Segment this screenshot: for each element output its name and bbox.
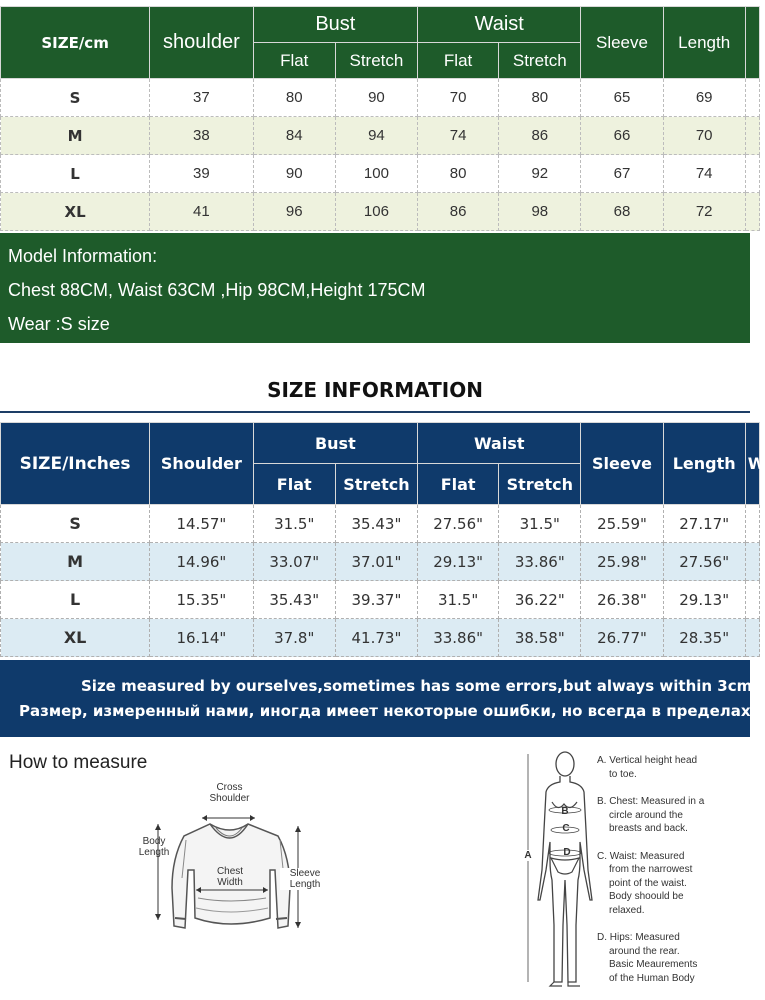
legend-line: from the narrowest bbox=[609, 864, 693, 875]
cell-waist-flat: 33.86" bbox=[418, 619, 499, 657]
cell-sleeve: 26.38" bbox=[581, 581, 663, 619]
cell-sleeve: 68 bbox=[581, 193, 663, 231]
body-length-label: Body Length bbox=[138, 836, 170, 858]
cell-extra bbox=[745, 155, 759, 193]
cell-sleeve: 26.77" bbox=[581, 619, 663, 657]
body-letter-a: A bbox=[520, 850, 536, 861]
cell-sleeve: 66 bbox=[581, 117, 663, 155]
cell-extra bbox=[745, 619, 759, 657]
header-waist: Waist bbox=[418, 7, 581, 43]
cell-bust-stretch: 106 bbox=[335, 193, 417, 231]
cell-extra bbox=[745, 193, 759, 231]
note-russian: Размер, измеренный нами, иногда имеет некоторые ошибки, но всегда в пределах bbox=[19, 702, 751, 720]
cell-bust-flat: 80 bbox=[253, 79, 335, 117]
cell-bust-stretch: 41.73" bbox=[335, 619, 417, 657]
cell-size: XL bbox=[1, 619, 150, 657]
table-row bbox=[1, 155, 760, 193]
cell-length: 70 bbox=[663, 117, 745, 155]
cell-extra bbox=[745, 117, 759, 155]
cell-sleeve: 67 bbox=[581, 155, 663, 193]
legend-line: D. Hips: Measured bbox=[597, 932, 680, 943]
cell-length: 27.56" bbox=[663, 543, 745, 581]
header-bust: Bust bbox=[253, 423, 417, 464]
cell-length: 29.13" bbox=[663, 581, 745, 619]
cell-size: S bbox=[1, 505, 150, 543]
legend-line: A. Vertical height head bbox=[597, 755, 698, 766]
cell-waist-flat: 29.13" bbox=[418, 543, 499, 581]
table-row bbox=[1, 193, 760, 231]
legend-line: Basic Meaurements bbox=[609, 959, 698, 970]
table-row bbox=[1, 79, 760, 117]
cell-sleeve: 25.59" bbox=[581, 505, 663, 543]
body-letter-b: B bbox=[561, 806, 569, 817]
cm-size-table bbox=[0, 6, 760, 231]
measurement-legend bbox=[597, 754, 747, 999]
cell-waist-stretch: 33.86" bbox=[499, 543, 581, 581]
cell-size: M bbox=[1, 543, 150, 581]
header-bust-stretch: Stretch bbox=[335, 464, 417, 505]
cell-bust-flat: 37.8" bbox=[253, 619, 335, 657]
cell-length: 72 bbox=[663, 193, 745, 231]
header-size-cm: SIZE/cm bbox=[1, 7, 150, 79]
inch-size-table bbox=[0, 422, 765, 657]
legend-line: point of the waist. bbox=[609, 877, 687, 889]
legend-line: breasts and back. bbox=[609, 823, 688, 834]
legend-item bbox=[597, 931, 747, 985]
cell-length: 28.35" bbox=[663, 619, 745, 657]
cell-waist-stretch: 31.5" bbox=[499, 505, 581, 543]
model-information-box bbox=[0, 233, 750, 343]
cell-shoulder: 41 bbox=[150, 193, 253, 231]
header-length: Length bbox=[663, 7, 745, 79]
note-english: Size measured by ourselves,sometimes has some errors,but always within 3cm. bbox=[81, 677, 758, 695]
header-waist-stretch: Stretch bbox=[499, 464, 581, 505]
cell-shoulder: 16.14" bbox=[150, 619, 253, 657]
table-row bbox=[1, 543, 760, 581]
header-waist: Waist bbox=[418, 423, 581, 464]
body-measurement-diagram bbox=[520, 750, 600, 995]
cell-length: 69 bbox=[663, 79, 745, 117]
cell-size: XL bbox=[1, 193, 150, 231]
cell-shoulder: 38 bbox=[150, 117, 253, 155]
cell-extra bbox=[745, 505, 759, 543]
size-information-title: SIZE INFORMATION bbox=[267, 378, 483, 402]
cell-waist-flat: 80 bbox=[418, 155, 499, 193]
table-row bbox=[1, 619, 760, 657]
cell-waist-flat: 27.56" bbox=[418, 505, 499, 543]
table-row bbox=[1, 117, 760, 155]
header-waist-flat: Flat bbox=[418, 43, 499, 79]
header-waist-stretch: Stretch bbox=[499, 43, 581, 79]
header-extra-column: W bbox=[745, 423, 759, 505]
cell-bust-flat: 96 bbox=[253, 193, 335, 231]
legend-line: B. Chest: Measured in a bbox=[597, 796, 705, 807]
legend-line: C. Waist: Measured bbox=[597, 850, 685, 862]
header-extra-column bbox=[745, 7, 759, 79]
cell-extra bbox=[745, 79, 759, 117]
sleeve-length-label: Sleeve Length bbox=[280, 868, 330, 890]
cell-shoulder: 14.57" bbox=[150, 505, 253, 543]
header-shoulder: shoulder bbox=[150, 7, 253, 79]
cell-extra bbox=[745, 543, 759, 581]
legend-line: relaxed. bbox=[609, 904, 645, 916]
cell-shoulder: 39 bbox=[150, 155, 253, 193]
chest-width-label: Chest Width bbox=[216, 866, 244, 888]
cell-bust-stretch: 100 bbox=[335, 155, 417, 193]
cell-length: 27.17" bbox=[663, 505, 745, 543]
cell-bust-stretch: 94 bbox=[335, 117, 417, 155]
cell-bust-stretch: 37.01" bbox=[335, 543, 417, 581]
cell-shoulder: 15.35" bbox=[150, 581, 253, 619]
table-row bbox=[1, 581, 760, 619]
model-info-wear: Wear :S size bbox=[8, 314, 110, 334]
body-letter-d: D bbox=[563, 847, 571, 858]
header-bust-stretch: Stretch bbox=[335, 43, 417, 79]
model-info-measurements: Chest 88CM, Waist 63CM ,Hip 98CM,Height 175CM bbox=[8, 280, 426, 300]
cell-waist-flat: 70 bbox=[418, 79, 499, 117]
cell-size: L bbox=[1, 155, 150, 193]
header-length: Length bbox=[663, 423, 745, 505]
legend-line: Body shoould be bbox=[609, 891, 684, 902]
cell-bust-stretch: 90 bbox=[335, 79, 417, 117]
cell-waist-stretch: 92 bbox=[499, 155, 581, 193]
cell-waist-flat: 74 bbox=[418, 117, 499, 155]
cm-size-section bbox=[0, 0, 750, 345]
cell-sleeve: 65 bbox=[581, 79, 663, 117]
cell-shoulder: 14.96" bbox=[150, 543, 253, 581]
cell-sleeve: 25.98" bbox=[581, 543, 663, 581]
how-to-measure-title: How to measure bbox=[9, 752, 148, 773]
legend-item bbox=[597, 795, 747, 836]
cell-bust-flat: 33.07" bbox=[253, 543, 335, 581]
shirt-measurement-diagram bbox=[130, 778, 330, 943]
cell-bust-stretch: 35.43" bbox=[335, 505, 417, 543]
cell-bust-flat: 35.43" bbox=[253, 581, 335, 619]
header-waist-flat: Flat bbox=[418, 464, 499, 505]
legend-item bbox=[597, 754, 747, 781]
cell-waist-flat: 86 bbox=[418, 193, 499, 231]
legend-line: to toe. bbox=[609, 768, 637, 780]
header-bust-flat: Flat bbox=[253, 43, 335, 79]
cell-size: M bbox=[1, 117, 150, 155]
measurement-note-box bbox=[0, 660, 758, 737]
cell-extra bbox=[745, 581, 759, 619]
section-divider bbox=[0, 411, 750, 413]
header-bust-flat: Flat bbox=[253, 464, 335, 505]
legend-line: around the rear. bbox=[609, 945, 680, 957]
legend-item bbox=[597, 850, 747, 918]
legend-line: of the Human Body bbox=[609, 972, 695, 984]
cell-waist-stretch: 80 bbox=[499, 79, 581, 117]
cell-waist-stretch: 38.58" bbox=[499, 619, 581, 657]
header-size-inches: SIZE/Inches bbox=[1, 423, 150, 505]
header-bust: Bust bbox=[253, 7, 417, 43]
legend-line: circle around the bbox=[609, 809, 683, 821]
cell-shoulder: 37 bbox=[150, 79, 253, 117]
header-sleeve: Sleeve bbox=[581, 7, 663, 79]
cell-bust-flat: 31.5" bbox=[253, 505, 335, 543]
model-info-heading: Model Information: bbox=[8, 246, 158, 266]
cell-bust-stretch: 39.37" bbox=[335, 581, 417, 619]
cross-shoulder-label: Cross Shoulder bbox=[209, 782, 250, 804]
header-shoulder: Shoulder bbox=[150, 423, 253, 505]
cell-bust-flat: 84 bbox=[253, 117, 335, 155]
cell-size: S bbox=[1, 79, 150, 117]
body-silhouette bbox=[520, 750, 600, 995]
body-letter-c: C bbox=[562, 823, 570, 834]
cell-waist-stretch: 36.22" bbox=[499, 581, 581, 619]
cell-waist-stretch: 98 bbox=[499, 193, 581, 231]
cell-waist-flat: 31.5" bbox=[418, 581, 499, 619]
cell-bust-flat: 90 bbox=[253, 155, 335, 193]
header-sleeve: Sleeve bbox=[581, 423, 663, 505]
cell-waist-stretch: 86 bbox=[499, 117, 581, 155]
cell-size: L bbox=[1, 581, 150, 619]
table-row bbox=[1, 505, 760, 543]
cell-length: 74 bbox=[663, 155, 745, 193]
